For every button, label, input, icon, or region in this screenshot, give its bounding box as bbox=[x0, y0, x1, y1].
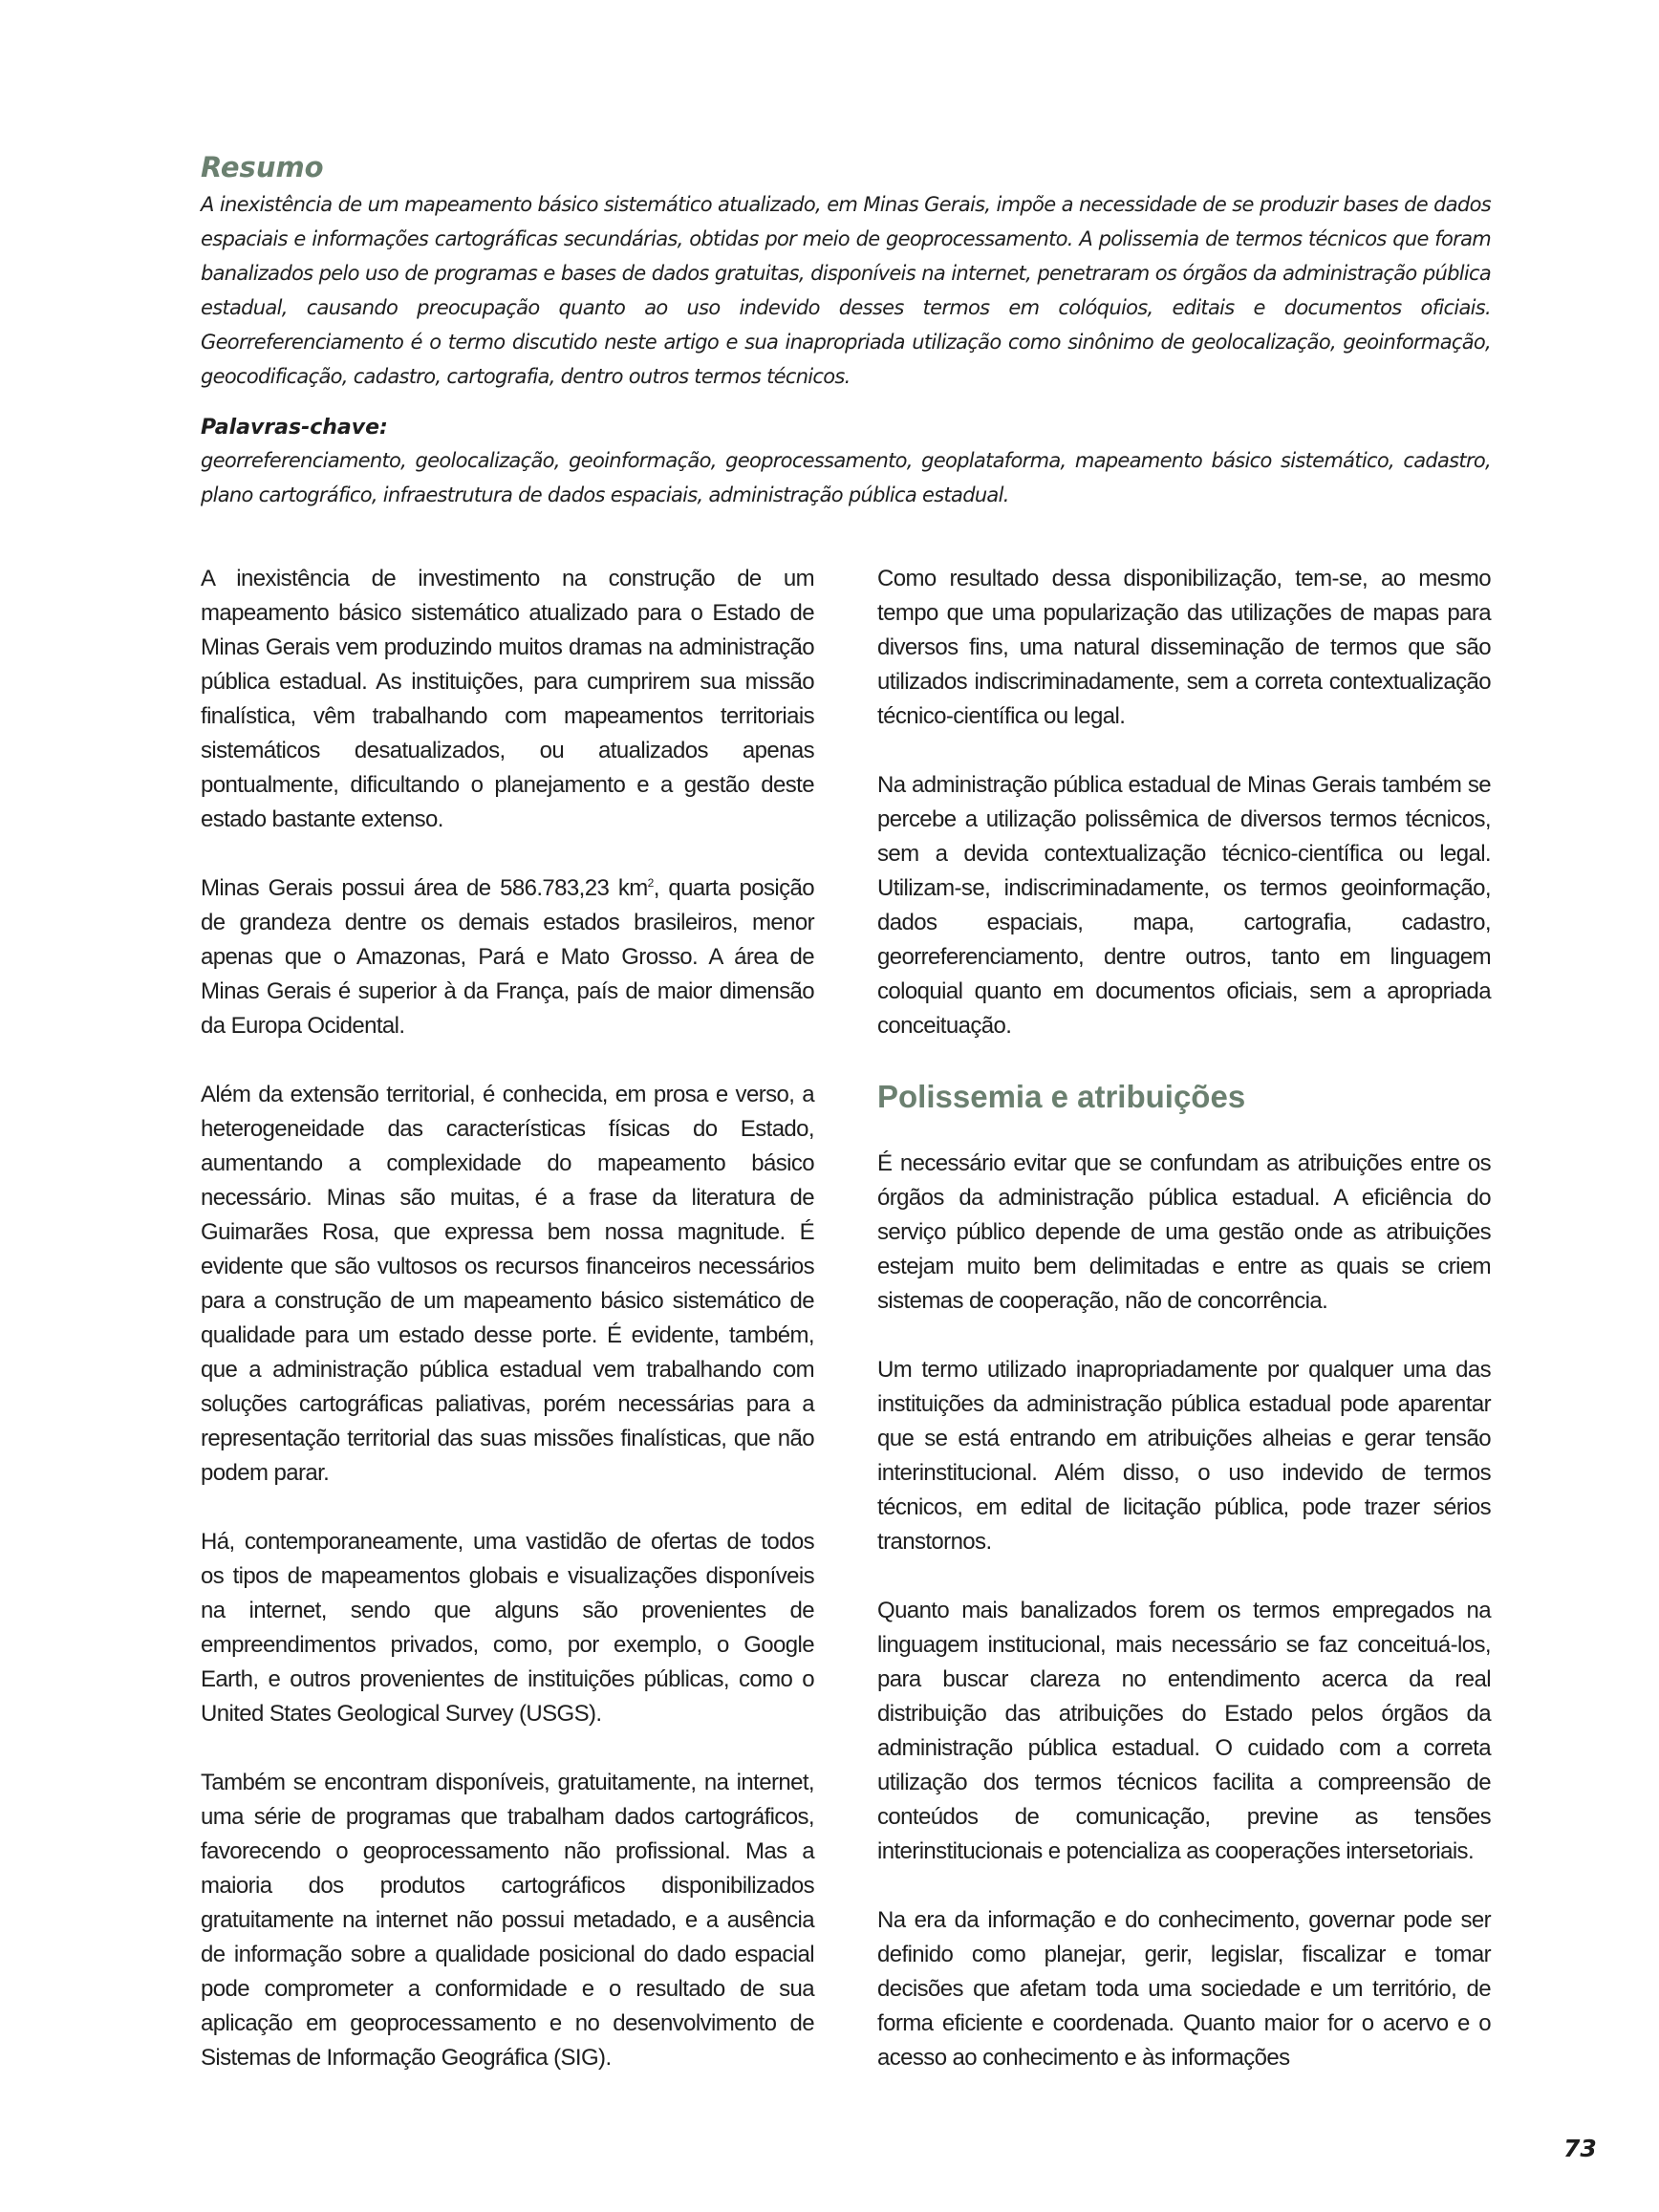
body-paragraph: Na administração pública estadual de Minas Gerais também se percebe a utilização polissêmica de diversos termos técnicos, sem a devida contextualização técnico-científica ou legal. Utilizam-se, indiscriminadamente, os termos geoinformação, dados espaciais, mapa, cartografia, cadastro, georreferenciamento, dentre outros, tanto em linguagem coloquial quanto em documentos oficiais, sem a apropriada conceituação. bbox=[877, 772, 1491, 1039]
keywords-text: georreferenciamento, geolocalização, geoinformação, geoprocessamento, geoplataforma, mapeamento básico sistemático, cadastro, plano cartográfico, infraestrutura de dados espaciais, administração pública estadual. bbox=[201, 449, 1491, 506]
body-paragraph: Há, contemporaneamente, uma vastidão de ofertas de todos os tipos de mapeamentos globais e visualizações disponíveis na internet, sendo que alguns são provenientes de empreendimentos privados, como, por exemplo, o Google Earth, e outros provenientes de instituições públicas, como o United States Geological Survey (USGS). bbox=[201, 1529, 814, 1727]
body-paragraph: Um termo utilizado inapropriadamente por qualquer uma das instituições da administração pública estadual pode aparentar que se está entrando em atribuições alheias e gerar tensão interinstitucional. Além disso, o uso indevido de termos técnicos, em edital de licitação pública, pode trazer sérios transtornos. bbox=[877, 1357, 1491, 1555]
area-superscript: 2 bbox=[647, 876, 654, 890]
page-number: 73 bbox=[1563, 2135, 1597, 2162]
section-heading: Polissemia e atribuições bbox=[877, 1079, 1246, 1114]
body-paragraph: A inexistência de investimento na construção de um mapeamento básico sistemático atualizado para o Estado de Minas Gerais vem produzindo muitos dramas na administração pública estadual. As instituições, para cumprirem sua missão finalística, vêm trabalhando com mapeamentos territoriais sistemáticos desatualizados, ou atualizados apenas pontualmente, dificultando o planejamento e a gestão deste estado bastante extenso. bbox=[201, 566, 814, 832]
area-text-continued: , quarta posição de grandeza dentre os demais estados brasileiros, menor apenas que o Amazonas, Pará e Mato Grosso. A área de Minas Gerais é superior à da França, país de maior dimensão da Europa Ocidental. bbox=[201, 875, 814, 1039]
body-paragraph: Na era da informação e do conhecimento, governar pode ser definido como planejar, gerir, legislar, fiscalizar e tomar decisões que afetam toda uma sociedade e um território, de forma eficiente e coordenada. Quanto maior for o acervo e o acesso ao conhecimento e às informações bbox=[877, 1907, 1491, 2071]
body-paragraph: Quanto mais banalizados forem os termos empregados na linguagem institucional, mais necessário se faz conceituá-los, para buscar clareza no entendimento acerca da real distribuição das atribuições do Estado pelos órgãos da administração pública estadual. O cuidado com a correta utilização dos termos técnicos facilita a compreensão de conteúdos de comunicação, previne as tensões interinstitucionais e potencializa as cooperações intersetoriais. bbox=[877, 1598, 1491, 1864]
body-paragraph-area bbox=[201, 871, 814, 1043]
keywords-section bbox=[201, 413, 1491, 512]
body-paragraph: É necessário evitar que se confundam as atribuições entre os órgãos da administração pública estadual. A eficiência do serviço público depende de uma gestão onde as atribuições estejam muito bem delimitadas e entre as quais se criem sistemas de cooperação, não de concorrência. bbox=[877, 1150, 1491, 1314]
abstract-section bbox=[201, 151, 1491, 394]
abstract-title: Resumo bbox=[201, 151, 324, 183]
left-column bbox=[201, 562, 814, 2110]
area-text: Minas Gerais possui área de 586.783,23 km bbox=[201, 875, 648, 901]
body-paragraph: Além da extensão territorial, é conhecida, em prosa e verso, a heterogeneidade das características físicas do Estado, aumentando a complexidade do mapeamento básico necessário. Minas são muitas, é a frase da literatura de Guimarães Rosa, que expressa bem nossa magnitude. É evidente que são vultosos os recursos financeiros necessários para a construção de um mapeamento básico sistemático de qualidade para um estado desse porte. É evidente, também, que a administração pública estadual vem trabalhando com soluções cartográficas paliativas, porém necessárias para a representação territorial das suas missões finalísticas, que não podem parar. bbox=[201, 1082, 814, 1486]
body-paragraph: Também se encontram disponíveis, gratuitamente, na internet, uma série de programas que trabalham dados cartográficos, favorecendo o geoprocessamento não profissional. Mas a maioria dos produtos cartográficos disponibilizados gratuitamente na internet não possui metadado, e a ausência de informação sobre a qualidade posicional do dado espacial pode comprometer a conformidade e o resultado de sua aplicação em geoprocessamento e no desenvolvimento de Sistemas de Informação Geográfica (SIG). bbox=[201, 1770, 814, 2071]
body-paragraph: Como resultado dessa disponibilização, tem-se, ao mesmo tempo que uma popularização das utilizações de mapas para diversos fins, uma natural disseminação de termos que são utilizados indiscriminadamente, sem a correta contextualização técnico-científica ou legal. bbox=[877, 566, 1491, 729]
abstract-text: A inexistência de um mapeamento básico sistemático atualizado, em Minas Gerais, impõe a necessidade de se produzir bases de dados espaciais e informações cartográficas secundárias, obtidas por meio de geoprocessamento. A polissemia de termos técnicos que foram banalizados pelo uso de programas e bases de dados gratuitas, disponíveis na internet, penetraram os órgãos da administração pública estadual, causando preocupação quanto ao uso indevido desses termos em colóquios, editais e documentos oficiais. Georreferenciamento é o termo discutido neste artigo e sua inapropriada utilização como sinônimo de geolocalização, geoinformação, geocodificação, cadastro, cartografia, dentro outros termos técnicos. bbox=[201, 193, 1491, 388]
keywords-title: Palavras-chave: bbox=[201, 416, 388, 440]
right-column bbox=[877, 562, 1491, 2110]
